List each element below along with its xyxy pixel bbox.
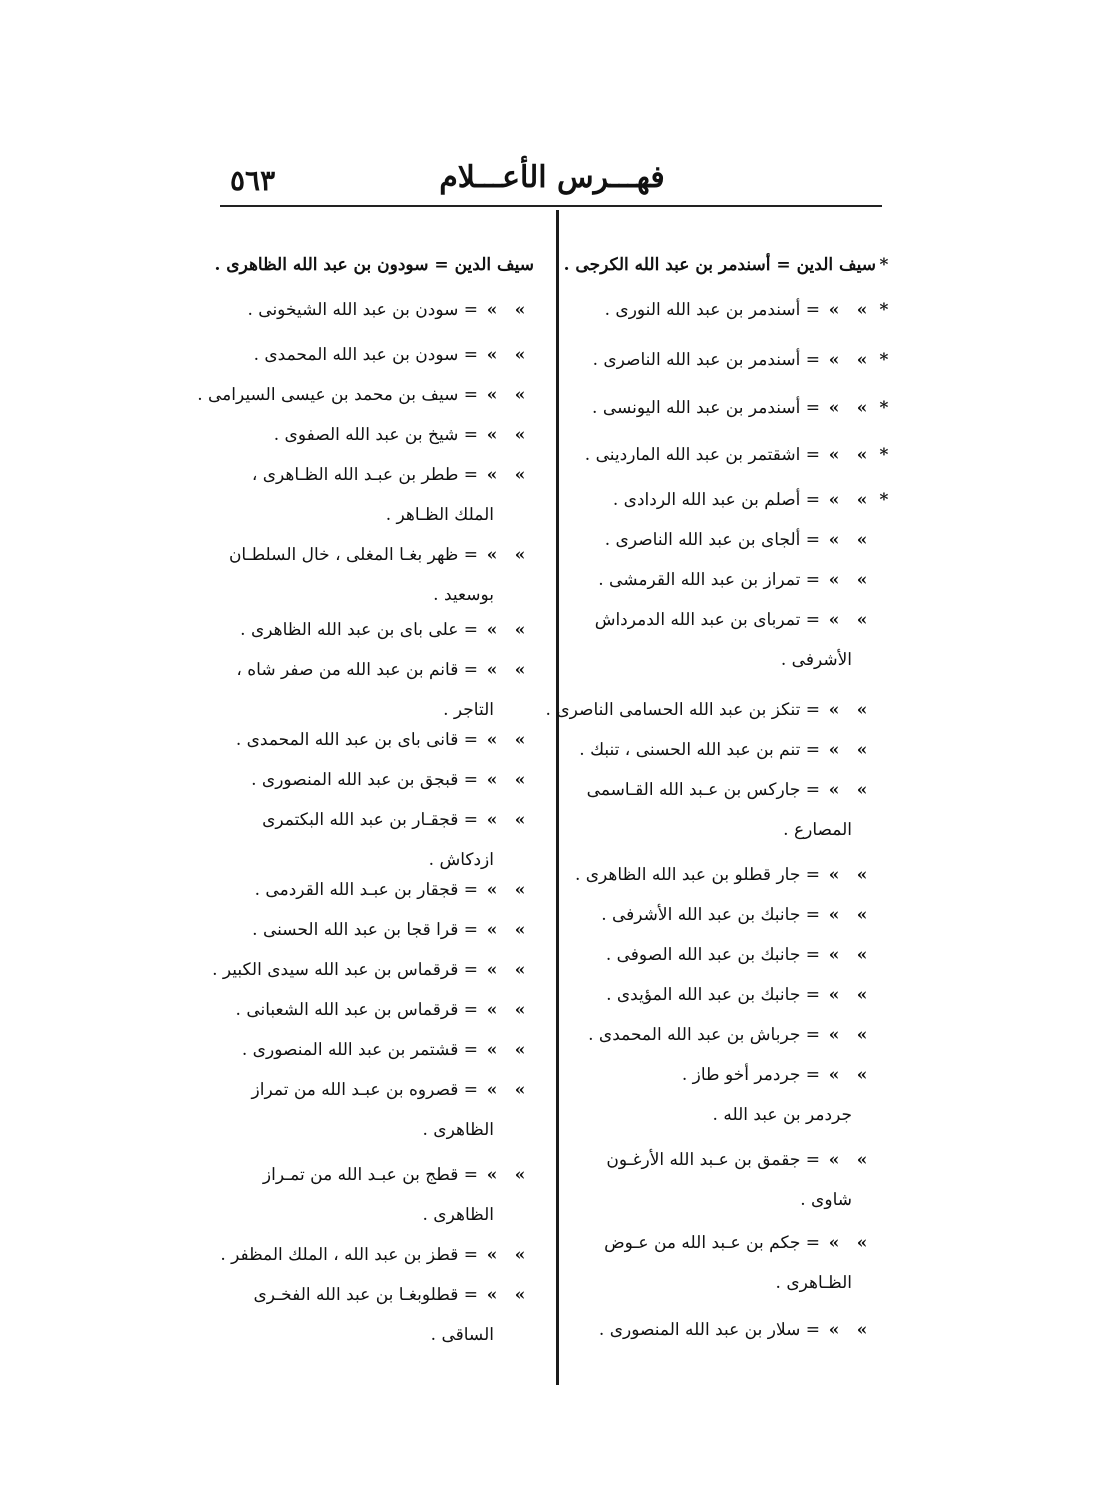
entry-name: = سودون بن عبد الله الظاهرى .	[214, 255, 449, 275]
ditto-mark: »	[514, 465, 526, 485]
index-entry	[580, 520, 892, 560]
entry-line	[222, 610, 534, 650]
entry-name: = اشقتمر بن عبد الله الماردينى .	[584, 445, 820, 465]
index-entry	[580, 388, 892, 428]
entry-line	[222, 990, 534, 1030]
index-entry	[212, 950, 534, 990]
ditto-mark: »	[514, 1000, 526, 1020]
entry-line	[580, 1310, 892, 1350]
entry-name: = جانبك بن عبد الله الأشرفى .	[601, 905, 820, 925]
index-entry	[580, 435, 892, 475]
entry-name: = جقمق بن عـبد الله الأرغـون	[606, 1150, 820, 1170]
entry-marks	[820, 1025, 892, 1045]
index-entry	[222, 650, 534, 730]
entry-name: = قصروه بن عبـد الله من تمراز	[251, 1080, 478, 1100]
entry-marks	[820, 398, 892, 418]
index-entry	[222, 610, 534, 650]
header-rule	[220, 205, 882, 207]
entry-name: = سيف بن محمد بن عيسى السيرامى .	[197, 385, 478, 405]
entry-name: = جكم بن عـبد الله من عـوض	[604, 1233, 820, 1253]
entry-marks	[478, 1040, 534, 1060]
entry-name: = أسندمر بن عبد الله النورى .	[604, 300, 820, 320]
ditto-mark: »	[486, 880, 498, 900]
index-entry	[580, 600, 892, 680]
ditto-mark: »	[856, 780, 868, 800]
index-entry	[574, 855, 892, 895]
index-entry	[545, 690, 892, 730]
page-header	[222, 158, 882, 202]
index-entry	[580, 1140, 892, 1220]
entry-marks	[478, 385, 534, 405]
ditto-mark: »	[514, 385, 526, 405]
entry-name: = جرباش بن عبد الله المحمدى .	[588, 1025, 820, 1045]
entry-marks	[820, 985, 892, 1005]
index-entry	[580, 935, 892, 975]
ditto-mark: »	[514, 545, 526, 565]
entry-name: = قرقماس بن عبد الله سيدى الكبير .	[212, 960, 478, 980]
entry-name: = تنكز بن عبد الله الحسامى الناصرى .	[545, 700, 820, 720]
asterisk-mark: *	[879, 445, 889, 465]
entry-name: = قبجق بن عبد الله المنصورى .	[251, 770, 478, 790]
ditto-mark: »	[486, 920, 498, 940]
ditto-mark: »	[486, 1080, 498, 1100]
ditto-mark: »	[486, 300, 498, 320]
entry-marks	[478, 1245, 534, 1265]
entry-name: = تمرباى بن عبد الله الدمرداش	[594, 610, 820, 630]
entry-name: = جانبك بن عبد الله المؤيدى .	[606, 985, 820, 1005]
entry-line	[563, 245, 892, 285]
entry-name: = جاركس بن عـبد الله القـاسمى	[586, 780, 820, 800]
entry-line	[222, 290, 534, 330]
entry-continuation: ازدكاش .	[428, 850, 494, 870]
ditto-mark: »	[828, 1150, 840, 1170]
entry-marks	[820, 445, 892, 465]
running-title: فهـــرس الأعـــلام	[439, 160, 665, 195]
ditto-mark: »	[514, 1245, 526, 1265]
ditto-mark: سيف الدين	[796, 255, 876, 275]
index-entry	[563, 245, 892, 285]
entry-marks	[478, 425, 534, 445]
entry-line	[580, 290, 892, 330]
ditto-mark: »	[514, 660, 526, 680]
asterisk-mark: *	[879, 490, 889, 510]
entry-line	[580, 1055, 892, 1095]
ditto-mark: »	[486, 660, 498, 680]
index-entry	[580, 290, 892, 330]
index-entry	[580, 730, 892, 770]
entry-marks	[820, 740, 892, 760]
index-entry	[580, 480, 892, 520]
ditto-mark: »	[828, 300, 840, 320]
entry-marks	[478, 545, 534, 565]
ditto-mark: »	[856, 490, 868, 510]
entry-continuation: الملك الظـاهر .	[385, 505, 494, 525]
ditto-mark: »	[828, 490, 840, 510]
entry-continuation: جردمر بن عبد الله .	[712, 1105, 852, 1125]
entry-line	[580, 975, 892, 1015]
index-entry	[580, 895, 892, 935]
ditto-mark: »	[486, 1245, 498, 1265]
entry-continuation: الظاهرى .	[422, 1205, 494, 1225]
ditto-mark: »	[486, 1040, 498, 1060]
entry-name: = أسندمر بن عبد الله الكرجى .	[563, 255, 791, 275]
entry-continuation: التاجر .	[443, 700, 494, 720]
entry-name: = قرا قجا بن عبد الله الحسنى .	[252, 920, 478, 940]
ditto-mark: »	[828, 780, 840, 800]
entry-line	[580, 730, 892, 770]
entry-name: = قطلوبغـا بن عبد الله الفخـرى	[253, 1285, 478, 1305]
entry-line	[580, 770, 892, 810]
entry-name: = أسندمر بن عبد الله اليونسى .	[592, 398, 820, 418]
ditto-mark: »	[828, 570, 840, 590]
entry-line	[222, 335, 534, 375]
entry-continuation: الساقى .	[430, 1325, 494, 1345]
entry-marks	[478, 660, 534, 680]
entry-marks	[820, 1233, 892, 1253]
entry-line	[214, 245, 534, 285]
ditto-mark: »	[856, 1150, 868, 1170]
entry-name: = قشتمر بن عبد الله المنصورى .	[241, 1040, 478, 1060]
ditto-mark: »	[514, 300, 526, 320]
ditto-mark: »	[514, 770, 526, 790]
page-number: ٥٦٣	[230, 164, 276, 197]
index-entry	[222, 1070, 534, 1150]
entry-marks	[820, 905, 892, 925]
index-entry	[580, 340, 892, 380]
entry-line	[574, 855, 892, 895]
index-entry	[222, 1155, 534, 1235]
ditto-mark: »	[514, 1040, 526, 1060]
entry-line	[222, 1030, 534, 1070]
entry-marks	[820, 1150, 892, 1170]
ditto-mark: »	[486, 545, 498, 565]
ditto-mark: »	[828, 398, 840, 418]
entry-name: = تنم بن عبد الله الحسنى ، تنبك .	[579, 740, 820, 760]
index-entry	[222, 800, 534, 880]
entry-line	[580, 600, 892, 640]
index-entry	[222, 535, 534, 615]
entry-marks	[478, 880, 534, 900]
entry-marks	[478, 300, 534, 320]
ditto-mark: »	[856, 985, 868, 1005]
entry-name: = قطج بن عبـد الله من تمـراز	[262, 1165, 478, 1185]
index-entry	[222, 720, 534, 760]
ditto-mark: »	[514, 880, 526, 900]
entry-line	[222, 1235, 534, 1275]
index-entry	[214, 245, 534, 285]
entry-line	[222, 1275, 534, 1315]
entry-marks	[478, 960, 534, 980]
entry-line	[222, 535, 534, 575]
entry-name: = أسندمر بن عبد الله الناصرى .	[592, 350, 820, 370]
ditto-mark: »	[856, 570, 868, 590]
entry-marks	[820, 300, 892, 320]
ditto-mark: سيف الدين	[454, 255, 534, 275]
ditto-mark: »	[856, 700, 868, 720]
entry-line	[212, 950, 534, 990]
entry-marks	[820, 865, 892, 885]
index-entry	[222, 990, 534, 1030]
entry-marks	[820, 1320, 892, 1340]
entry-name: = جانبك بن عبد الله الصوفى .	[605, 945, 820, 965]
entry-line	[222, 910, 534, 950]
entry-marks	[478, 465, 534, 485]
entry-marks	[820, 490, 892, 510]
ditto-mark: »	[514, 345, 526, 365]
entry-name: = قانى باى بن عبد الله المحمدى .	[235, 730, 478, 750]
ditto-mark: »	[856, 610, 868, 630]
ditto-mark: »	[486, 770, 498, 790]
ditto-mark: »	[514, 920, 526, 940]
ditto-mark: »	[856, 1233, 868, 1253]
entry-continuation: بوسعيد .	[433, 585, 494, 605]
asterisk-mark: *	[879, 350, 889, 370]
entry-name: = ظهر بغـا المغلى ، خال السلطـان	[228, 545, 478, 565]
entry-name: = أصلم بن عبد الله الردادى .	[612, 490, 820, 510]
ditto-mark: »	[486, 345, 498, 365]
entry-name: = تمراز بن عبد الله القرمشى .	[598, 570, 820, 590]
ditto-mark: »	[828, 945, 840, 965]
ditto-mark: »	[486, 810, 498, 830]
entry-line	[580, 560, 892, 600]
ditto-mark: »	[514, 810, 526, 830]
ditto-mark: »	[856, 905, 868, 925]
ditto-mark: »	[514, 960, 526, 980]
entry-marks	[478, 770, 534, 790]
entry-line	[545, 690, 892, 730]
index-entry	[580, 560, 892, 600]
ditto-mark: »	[514, 620, 526, 640]
index-entry	[222, 1275, 534, 1355]
entry-name: = ألجاى بن عبد الله الناصرى .	[604, 530, 820, 550]
entry-line	[222, 415, 534, 455]
entry-line	[580, 480, 892, 520]
ditto-mark: »	[486, 730, 498, 750]
entry-marks	[478, 1080, 534, 1100]
entry-marks	[791, 255, 892, 275]
ditto-mark: »	[856, 1025, 868, 1045]
ditto-mark: »	[828, 740, 840, 760]
ditto-mark: »	[486, 1165, 498, 1185]
entry-marks	[820, 780, 892, 800]
entry-line	[580, 895, 892, 935]
entry-continuation: المصارع .	[783, 820, 852, 840]
entry-marks	[478, 1000, 534, 1020]
entry-line	[222, 800, 534, 840]
entry-line	[222, 870, 534, 910]
entry-name: = جردمر أخو طاز .	[681, 1065, 820, 1085]
ditto-mark: »	[486, 620, 498, 640]
entry-line	[222, 720, 534, 760]
entry-marks	[820, 530, 892, 550]
entry-line	[580, 935, 892, 975]
entry-line	[580, 340, 892, 380]
ditto-mark: »	[856, 300, 868, 320]
column-divider	[556, 210, 559, 1385]
entry-marks	[478, 1165, 534, 1185]
ditto-mark: »	[828, 1065, 840, 1085]
ditto-mark: »	[856, 945, 868, 965]
entry-name: = على باى بن عبد الله الظاهرى .	[240, 620, 478, 640]
ditto-mark: »	[856, 865, 868, 885]
ditto-mark: »	[486, 1285, 498, 1305]
index-entry	[222, 1235, 534, 1275]
entry-marks	[820, 700, 892, 720]
index-entry	[580, 770, 892, 850]
asterisk-mark: *	[879, 398, 889, 418]
entry-continuation: الظـاهرى .	[775, 1273, 852, 1293]
entry-line	[580, 1140, 892, 1180]
ditto-mark: »	[514, 1080, 526, 1100]
ditto-mark: »	[828, 1025, 840, 1045]
ditto-mark: »	[856, 740, 868, 760]
entry-continuation: شاوى .	[800, 1190, 852, 1210]
index-entry	[222, 290, 534, 330]
index-entry	[222, 910, 534, 950]
ditto-mark: »	[486, 1000, 498, 1020]
index-entry	[197, 375, 534, 415]
entry-name: = سودن بن عبد الله الشيخونى .	[247, 300, 478, 320]
index-entry	[580, 1055, 892, 1135]
ditto-mark: »	[828, 610, 840, 630]
ditto-mark: »	[514, 1165, 526, 1185]
index-entry	[222, 455, 534, 535]
entry-line	[222, 1070, 534, 1110]
ditto-mark: »	[514, 730, 526, 750]
entry-continuation: الأشرفى .	[780, 650, 852, 670]
entry-line	[580, 520, 892, 560]
ditto-mark: »	[486, 960, 498, 980]
ditto-mark: »	[486, 385, 498, 405]
entry-marks	[478, 345, 534, 365]
entry-line	[580, 1223, 892, 1263]
entry-marks	[449, 255, 534, 275]
index-entry	[222, 1030, 534, 1070]
entry-line	[580, 1015, 892, 1055]
entry-name: = قانم بن عبد الله من صفر شاه ،	[236, 660, 478, 680]
ditto-mark: »	[856, 398, 868, 418]
entry-line	[580, 435, 892, 475]
entry-line	[222, 650, 534, 690]
ditto-mark: »	[514, 425, 526, 445]
entry-name: = ططر بن عبـد الله الظـاهرى ،	[251, 465, 478, 485]
entry-marks	[478, 920, 534, 940]
index-entry	[222, 760, 534, 800]
index-entry	[580, 1223, 892, 1303]
entry-marks	[478, 620, 534, 640]
ditto-mark: »	[828, 865, 840, 885]
entry-line	[222, 455, 534, 495]
ditto-mark: »	[828, 985, 840, 1005]
entry-name: = جار قطلو بن عبد الله الظاهرى .	[574, 865, 820, 885]
ditto-mark: »	[828, 530, 840, 550]
entry-name: = سودن بن عبد الله المحمدى .	[253, 345, 478, 365]
asterisk-mark: *	[879, 255, 889, 275]
entry-marks	[478, 730, 534, 750]
index-entry	[580, 1015, 892, 1055]
entry-marks	[478, 810, 534, 830]
ditto-mark: »	[486, 465, 498, 485]
ditto-mark: »	[856, 530, 868, 550]
index-entry	[580, 1310, 892, 1350]
entry-line	[197, 375, 534, 415]
entry-name: = شيخ بن عبد الله الصفوى .	[273, 425, 478, 445]
asterisk-mark: *	[879, 300, 889, 320]
ditto-mark: »	[856, 445, 868, 465]
ditto-mark: »	[828, 350, 840, 370]
ditto-mark: »	[856, 1065, 868, 1085]
entry-marks	[820, 350, 892, 370]
entry-marks	[820, 945, 892, 965]
ditto-mark: »	[828, 905, 840, 925]
entry-line	[222, 760, 534, 800]
ditto-mark: »	[856, 1320, 868, 1340]
entry-marks	[478, 1285, 534, 1305]
ditto-mark: »	[486, 425, 498, 445]
entry-marks	[820, 570, 892, 590]
index-entry	[580, 975, 892, 1015]
ditto-mark: »	[828, 1320, 840, 1340]
entry-marks	[820, 1065, 892, 1085]
entry-name: = قطز بن عبد الله ، الملك المظفر .	[220, 1245, 478, 1265]
ditto-mark: »	[514, 1285, 526, 1305]
ditto-mark: »	[828, 445, 840, 465]
ditto-mark: »	[856, 350, 868, 370]
entry-name: = قرقماس بن عبد الله الشعبانى .	[235, 1000, 478, 1020]
entry-name: = قجقـار بن عبد الله البكتمرى	[262, 810, 478, 830]
ditto-mark: »	[828, 700, 840, 720]
index-entry	[222, 870, 534, 910]
entry-line	[222, 1155, 534, 1195]
entry-continuation: الظاهرى .	[422, 1120, 494, 1140]
entry-marks	[820, 610, 892, 630]
entry-line	[580, 388, 892, 428]
index-entry	[222, 415, 534, 455]
index-entry	[222, 335, 534, 375]
entry-name: = سلار بن عبد الله المنصورى .	[598, 1320, 820, 1340]
entry-name: = قجقار بن عبـد الله القردمى .	[254, 880, 478, 900]
ditto-mark: »	[828, 1233, 840, 1253]
